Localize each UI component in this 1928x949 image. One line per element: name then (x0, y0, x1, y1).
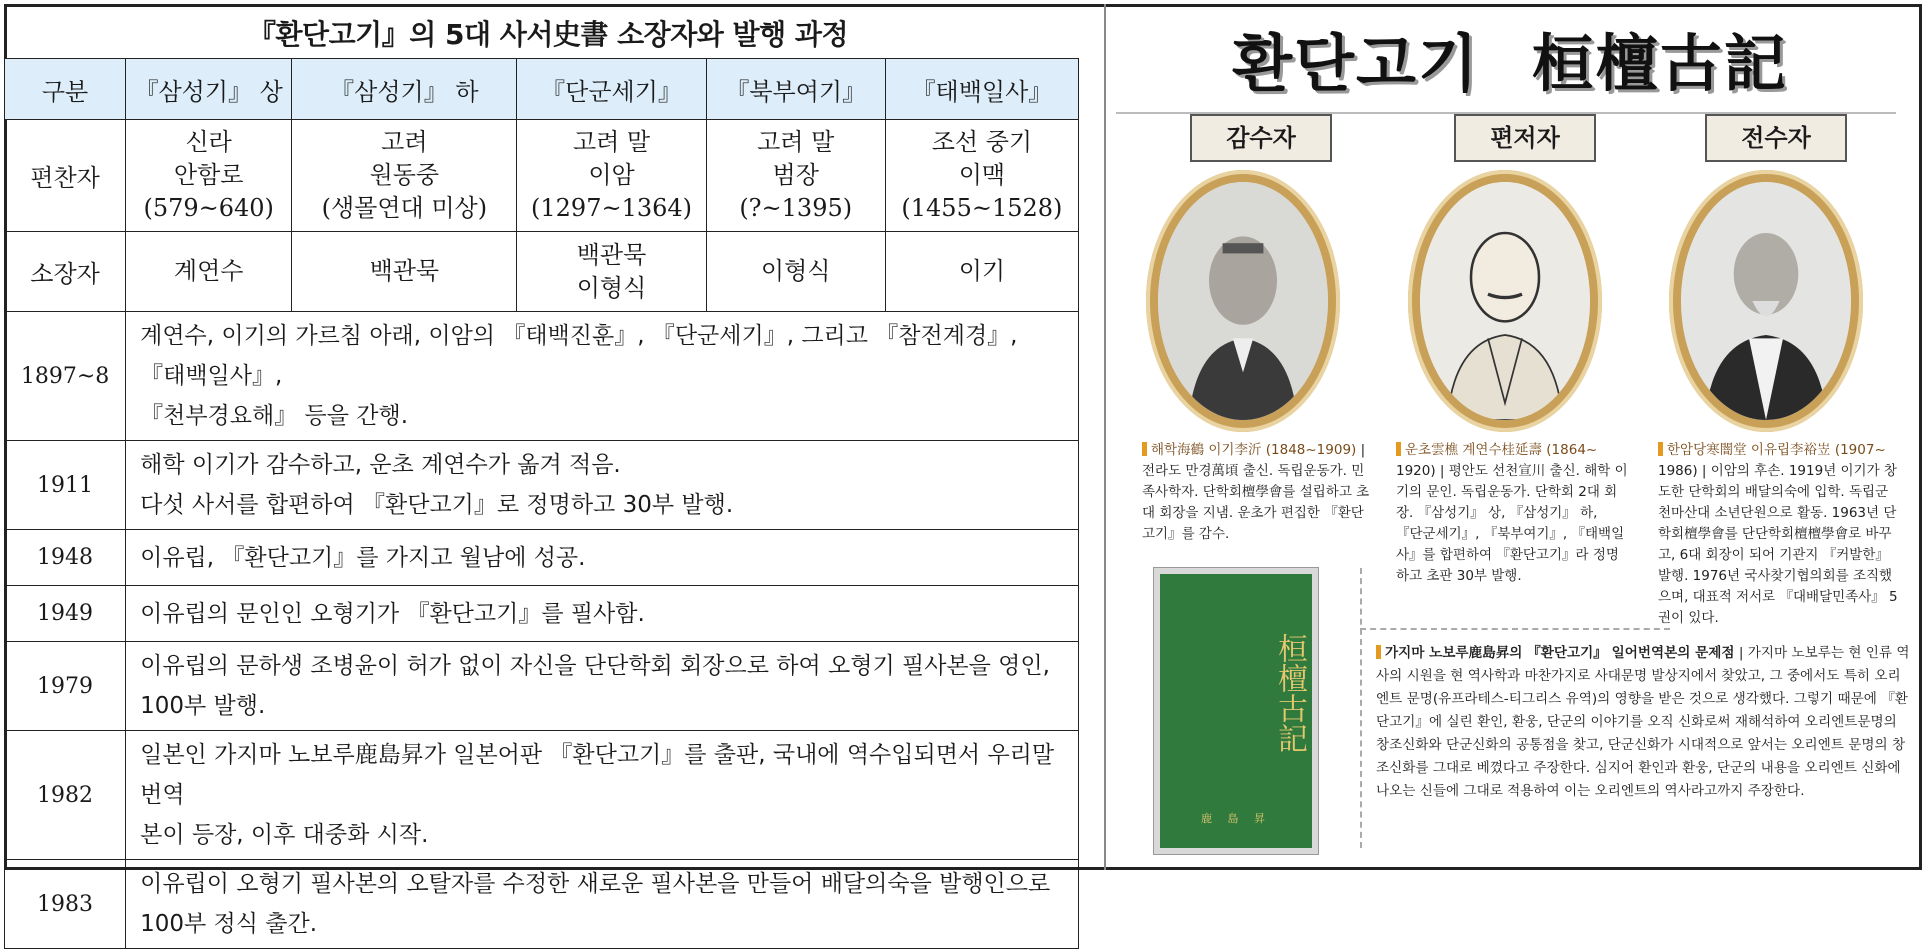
accent-bar (1396, 442, 1401, 456)
event-cell: 이유립의 문인인 오형기가 『환단고기』를 필사함. (126, 586, 1079, 642)
year-cell: 1983 (5, 860, 126, 949)
bio-lee-yu-rip: 한암당寒闇堂 이유립李裕岦 (1907~ 1986) | 이암의 후손. 1919년 이기가 창도한 단학회의 배달의숙에 입학. 독립군 천마산대 소년단원으로 활동. 1963년 단학회檀學會를 단단학회檀檀學會로 바꾸고, 6대 회장이 되어 기관지 『커발한』 발행. 1976년 국사찾기협의회를 조직했으며, 대표적 저서로 『대배달민족사』 5권이 있다. (1658, 442, 1898, 626)
header-row (5, 59, 1079, 120)
translation-note (1376, 642, 1912, 803)
event-cell: 계연수, 이기의 가르침 아래, 이암의 『태백진훈』, 『단군세기』, 그리고 『참전계경』, 『태백일사』, 『천부경요해』 등을 간행. (126, 312, 1079, 441)
accent-bar (1376, 645, 1381, 659)
bio-gye-yeon-su: 운초雲樵 계연수桂延壽 (1864~ 1920) | 평안도 선천宣川 출신. 해학 이기의 문인. 독립운동가. 단학회 2대 회장. 『삼성기』 상, 『삼성기』 하, 『단군세기』, 『북부여기』, 『태백일사』를 합편하여 『환단고기』라 정명하고 초판 30부 발행. (1396, 442, 1628, 584)
event-row (5, 731, 1079, 860)
row-label: 편찬자 (5, 120, 126, 232)
compiler-cell: 고려 말 범장 (?~1395) (706, 120, 885, 232)
book-author: 鹿 島 昇 (1201, 812, 1271, 825)
holder-cell: 이형식 (706, 232, 885, 312)
compiler-cell: 고려 원동중 (생몰연대 미상) (292, 120, 517, 232)
panel-divider (1104, 4, 1106, 870)
holder-cell: 이기 (885, 232, 1078, 312)
book-cover (1154, 568, 1318, 854)
holder-cell: 계연수 (126, 232, 292, 312)
compiler-cell: 신라 안함로 (579~640) (126, 120, 292, 232)
year-cell: 1949 (5, 586, 126, 642)
header-cell: 『삼성기』 하 (292, 59, 517, 120)
title-korean: 환단고기 (1232, 27, 1480, 100)
portrait-gye-yeon-su (1408, 170, 1602, 432)
event-row (5, 860, 1079, 949)
portrait-lee-gi (1146, 170, 1340, 432)
role-label-transmitter: 전수자 (1705, 114, 1847, 162)
header-cell: 『북부여기』 (706, 59, 885, 120)
note-title: 가지마 노보루鹿島昇의 『환단고기』 일어번역본의 문제점 (1385, 645, 1735, 661)
year-cell: 1897~8 (5, 312, 126, 441)
accent-bar (1658, 442, 1663, 456)
connector-line (1360, 628, 1670, 630)
compiler-row (5, 120, 1079, 232)
header-cell: 『삼성기』 상 (126, 59, 292, 120)
main-title (1110, 14, 1910, 103)
holder-cell: 백관묵 (292, 232, 517, 312)
compiler-cell: 조선 중기 이맥 (1455~1528) (885, 120, 1078, 232)
event-cell: 이유립이 오형기 필사본의 오탈자를 수정한 새로운 필사본을 만들어 배달의숙을 발행인으로 100부 정식 출간. (126, 860, 1079, 949)
history-table (4, 58, 1079, 949)
role-label-editor: 감수자 (1190, 114, 1332, 162)
figures-panel (1110, 8, 1922, 868)
event-cell: 해학 이기가 감수하고, 운초 계연수가 옮겨 적음. 다섯 사서를 합편하여 『환단고기』로 정명하고 30부 발행. (126, 441, 1079, 530)
event-row (5, 441, 1079, 530)
event-row (5, 642, 1079, 731)
holder-cell: 백관묵 이형식 (517, 232, 706, 312)
row-label: 소장자 (5, 232, 126, 312)
event-cell: 일본인 가지마 노보루鹿島昇가 일본어판 『환단고기』를 출판, 국내에 역수입되면서 우리말 번역 본이 등장, 이후 대중화 시작. (126, 731, 1079, 860)
compiler-cell: 고려 말 이암 (1297~1364) (517, 120, 706, 232)
portrait-lee-yu-rip (1669, 170, 1863, 432)
connector-line (1360, 568, 1362, 848)
title-hanja: 桓檀古記 (1531, 27, 1788, 100)
event-cell: 이유립, 『환단고기』를 가지고 월남에 성공. (126, 530, 1079, 586)
book-title: 桓檀古記 (1272, 633, 1307, 753)
event-row (5, 312, 1079, 441)
holder-row (5, 232, 1079, 312)
role-label-compiler: 편저자 (1454, 114, 1596, 162)
year-cell: 1982 (5, 731, 126, 860)
header-cell: 『단군세기』 (517, 59, 706, 120)
table-title: 『환단고기』의 5대 사서史書 소장자와 발행 과정 (248, 18, 848, 51)
header-cell: 『태백일사』 (885, 59, 1078, 120)
year-cell: 1911 (5, 441, 126, 530)
bio-lee-gi: 해학海鶴 이기李沂 (1848~1909) | 전라도 만경萬頃 출신. 독립운동가. 민족사학자. 단학회檀學會를 설립하고 초대 회장을 지냄. 운초가 편집한 『환단고기』를 감수. (1142, 442, 1370, 542)
accent-bar (1142, 442, 1147, 456)
note-text: | 가지마 노보루는 현 인류 역사의 시원을 현 역사학과 마찬가지로 사대문명 발상지에서 찾았고, 그 중에서도 특히 오리엔트 문명(유프라테스-티그리스 유역)의 영향을 받은 것으로 생각했다. 그렇기 때문에 『환단고기』에 실린 환인, 환웅, 단군의 이야기를 오직 신화로써 재해석하여 오리엔트문명의 창조신화와 단군신화의 공통점을 찾고, 단군신화가 시대적으로 앞서는 오리엔트 문명의 창조신화를 그대로 베꼈다고 주장한다. 심지어 환인과 환웅, 단군의 내용을 오리엔트 신화에 나오는 신들에 그대로 적용하여 이는 오리엔트의 역사라고까지 주장한다. (1376, 645, 1910, 799)
year-cell: 1979 (5, 642, 126, 731)
event-row (5, 586, 1079, 642)
event-row (5, 530, 1079, 586)
header-cell: 구분 (5, 59, 126, 120)
year-cell: 1948 (5, 530, 126, 586)
event-cell: 이유립의 문하생 조병윤이 허가 없이 자신을 단단학회 회장으로 하여 오형기 필사본을 영인, 100부 발행. (126, 642, 1079, 731)
history-panel (8, 8, 1088, 62)
